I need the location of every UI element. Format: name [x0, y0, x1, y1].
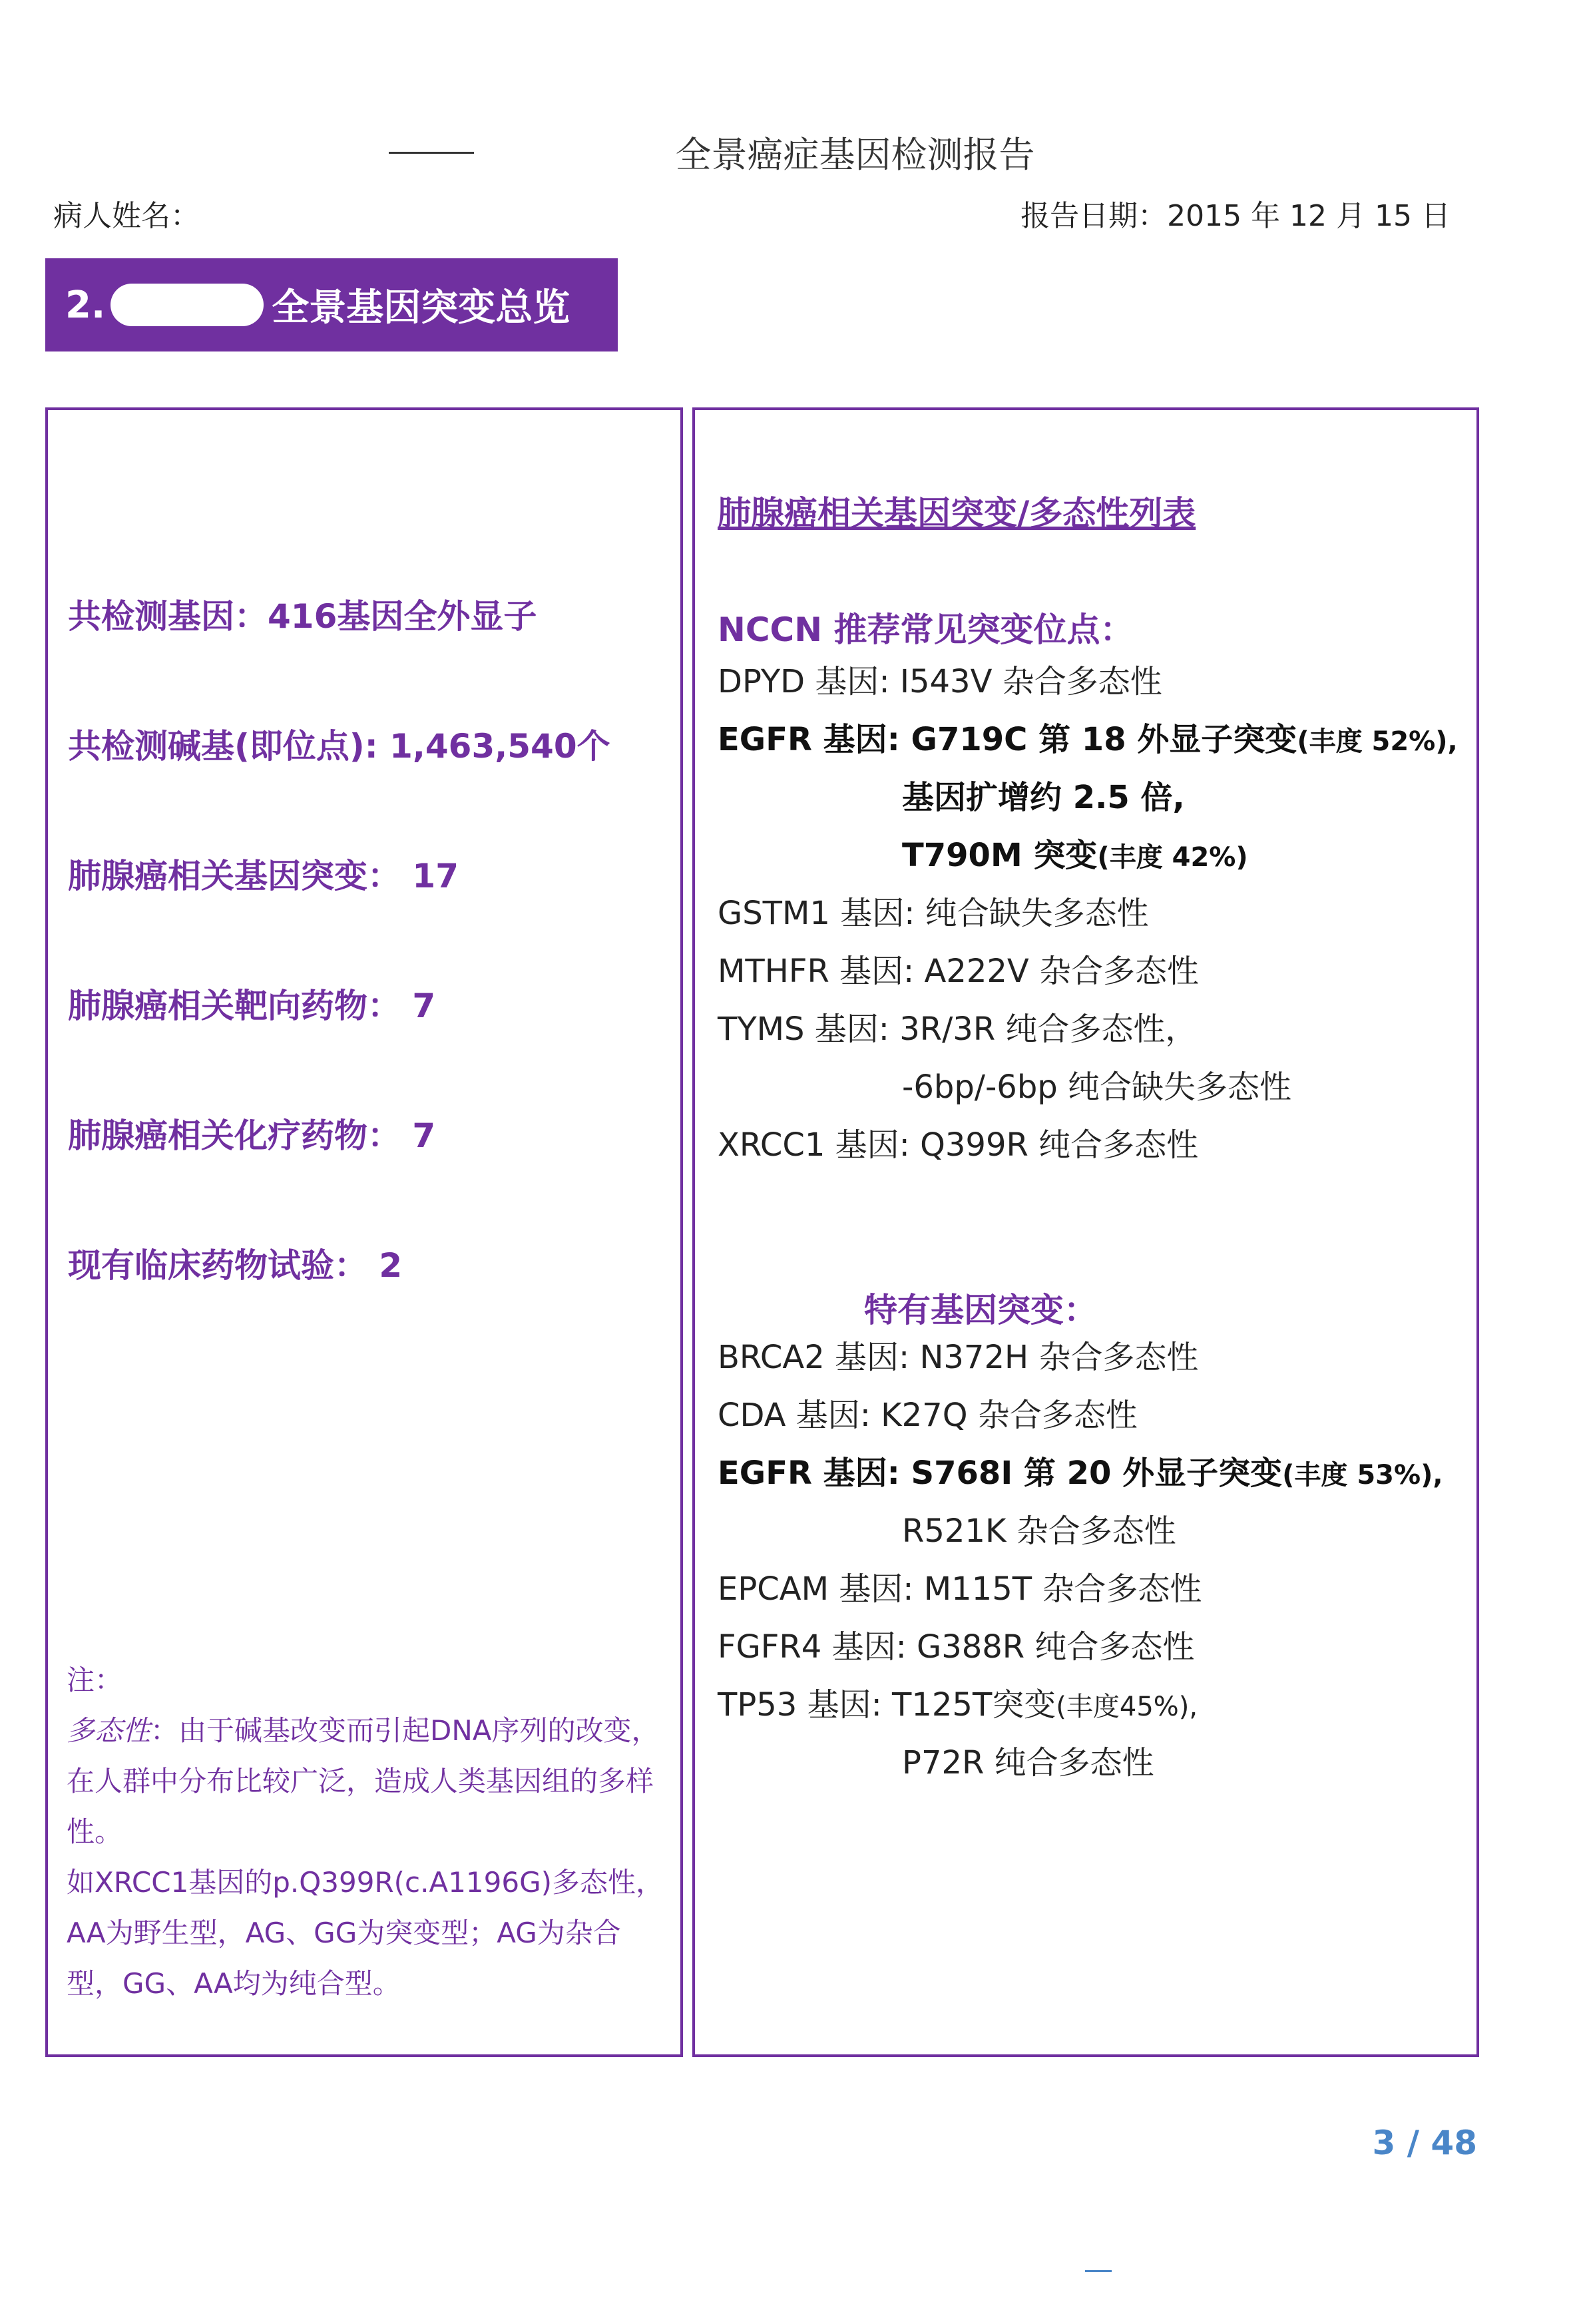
nccn-line: XRCC1 基因: Q399R 纯合多态性: [718, 1126, 1199, 1164]
note-definition: [67, 1706, 666, 1857]
stat-genes: 共检测基因：416基因全外显子: [68, 597, 537, 636]
specific-line: FGFR4 基因: G388R 纯合多态性: [718, 1628, 1195, 1666]
polymorphism-note: [67, 1655, 666, 2009]
specific-line: P72R 纯合多态性: [902, 1744, 1154, 1781]
note-term: 多态性: [67, 1714, 151, 1747]
stat-bases: 共检测碱基(即位点): 1,463,540个: [68, 727, 610, 766]
section-title: 全景基因突变总览: [272, 286, 570, 330]
document-title: 全景癌症基因检测报告: [675, 134, 1035, 176]
nccn-line: EGFR 基因: G719C 第 18 外显子突变(丰度 52%),: [718, 721, 1458, 758]
summary-stats: [68, 590, 610, 1369]
nccn-list: [718, 653, 1463, 1174]
stat-targeted-drugs: 肺腺癌相关靶向药物： 7: [68, 987, 436, 1025]
nccn-line: 基因扩增约 2.5 倍,: [902, 779, 1185, 816]
note-example: 如XRCC1基因的p.Q399R(c.A1196G)多态性，AA为野生型，AG、GG为突变型；AG为杂合型，GG、AA均为纯合型。: [67, 1866, 664, 2000]
note-definition-text: ：由于碱基改变而引起DNA序列的改变，在人群中分布比较广泛，造成人类基因组的多样性。: [67, 1714, 660, 1848]
nccn-line: -6bp/-6bp 纯合缺失多态性: [902, 1068, 1292, 1106]
specific-list: [718, 1329, 1463, 1792]
stat-clinical-trials: 现有临床药物试验： 2: [68, 1246, 403, 1285]
note-label: 注：: [67, 1664, 123, 1696]
summary-panel: [45, 407, 683, 2057]
footer-mark: [1085, 2270, 1112, 2272]
specific-line: CDA 基因: K27Q 杂合多态性: [718, 1397, 1138, 1434]
mutation-list-panel: [692, 407, 1479, 2057]
report-date: 报告日期：2015 年 12 月 15 日: [1020, 199, 1451, 233]
section-number: 2.: [65, 283, 106, 327]
nccn-line: MTHFR 基因: A222V 杂合多态性: [718, 953, 1200, 990]
patient-name-label: 病人姓名：: [53, 199, 200, 233]
mutation-list-title: 肺腺癌相关基因突变/多态性列表: [718, 494, 1196, 533]
nccn-line: T790M 突变(丰度 42%): [902, 837, 1248, 874]
nccn-title: NCCN 推荐常见突变位点：: [718, 610, 1134, 649]
specific-line: TP53 基因: T125T突变(丰度45%),: [718, 1686, 1198, 1724]
page-number: 3 / 48: [1372, 2124, 1477, 2162]
redacted-patient-name: [111, 284, 264, 326]
specific-line: BRCA2 基因: N372H 杂合多态性: [718, 1339, 1199, 1376]
specific-mutations-title: 特有基因突变：: [864, 1291, 1097, 1329]
stat-mutations: 肺腺癌相关基因突变： 17: [68, 857, 459, 895]
section-banner: [45, 258, 618, 351]
nccn-line: GSTM1 基因: 纯合缺失多态性: [718, 895, 1149, 932]
nccn-line: TYMS 基因: 3R/3R 纯合多态性，: [718, 1011, 1198, 1048]
specific-line: R521K 杂合多态性: [902, 1512, 1176, 1550]
nccn-line: DPYD 基因: I543V 杂合多态性: [718, 663, 1162, 700]
specific-line: EGFR 基因: S768I 第 20 外显子突变(丰度 53%),: [718, 1455, 1443, 1492]
stat-chemo-drugs: 肺腺癌相关化疗药物： 7: [68, 1116, 436, 1155]
specific-line: EPCAM 基因: M115T 杂合多态性: [718, 1570, 1202, 1608]
